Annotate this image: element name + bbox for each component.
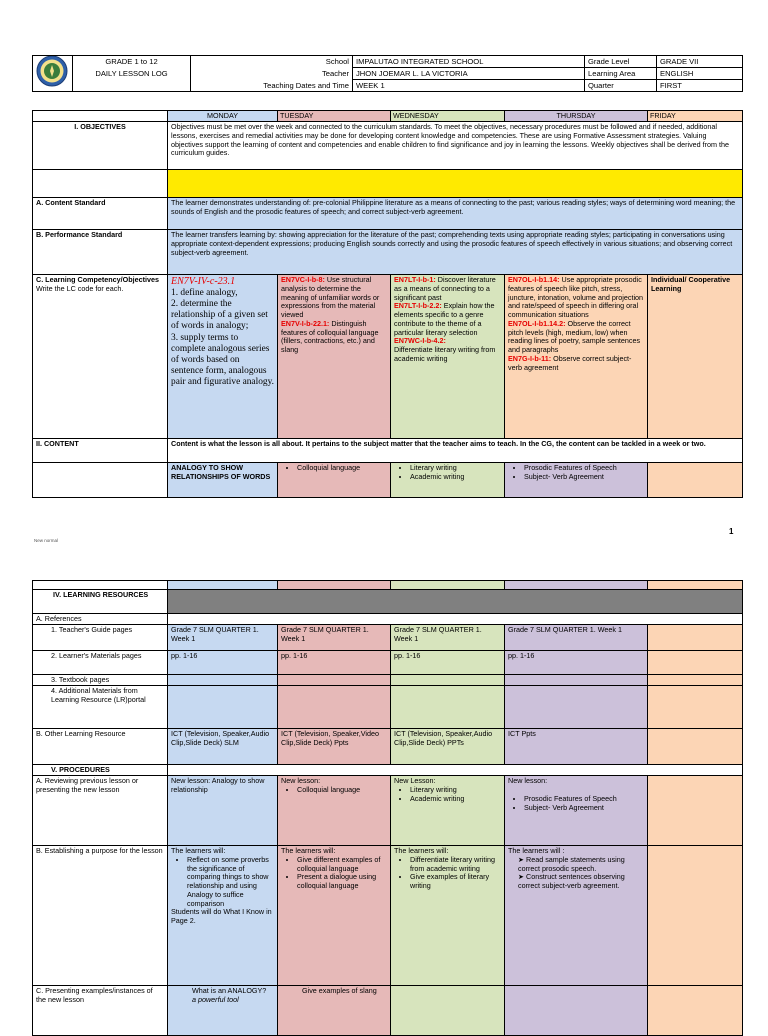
teacher-value: JHON JOEMAR L. LA VICTORIA (353, 68, 585, 80)
learners-materials-tuesday: pp. 1-16 (278, 651, 391, 675)
competency-wednesday (391, 275, 505, 439)
purpose-item: ➤ Construct sentences observing correct subject-verb agreement. (518, 873, 644, 891)
teachers-guide-monday: Grade 7 SLM QUARTER 1. Week 1 (168, 625, 278, 651)
lesson-log-title (73, 56, 191, 92)
competency-code: EN7LT-I-b-1: (394, 275, 436, 284)
learners-materials-thursday: pp. 1-16 (505, 651, 648, 675)
objectives-label-blank (33, 170, 168, 198)
quarter-label: Quarter (585, 80, 657, 92)
competency-code: EN7OL-I-b1.14: (508, 275, 560, 284)
competency-text: Use appropriate prosodic features of speech like pitch, stress, juncture, intonation, volume and projection and rate/speed of speech in differing oral communication situations (508, 275, 644, 320)
objectives-table (32, 110, 743, 498)
footer-note: New normal (34, 538, 59, 543)
day-header-wednesday: WEDNESDAY (391, 111, 505, 122)
presenting-label: C. Presenting examples/instances of the new lesson (33, 986, 168, 1036)
purpose-item: • Reflect on some proverbs the significance of comparing things to show relationship and using Analogy to suffice comparison (187, 856, 274, 909)
resources-header-bar (168, 590, 743, 614)
additional-wednesday (391, 686, 505, 729)
presenting-monday (168, 986, 278, 1036)
presenting-friday (648, 986, 743, 1036)
other-resource-label: B. Other Learning Resource (33, 729, 168, 765)
presenting-thursday (505, 986, 648, 1036)
competency-label-cell (33, 275, 168, 439)
day-header-tuesday: TUESDAY (278, 111, 391, 122)
school-value: IMPALUTAO INTEGRATED SCHOOL (353, 56, 585, 68)
grade-level-value: GRADE VII (657, 56, 743, 68)
additional-friday (648, 686, 743, 729)
competency-monday (168, 275, 278, 439)
resources-label: IV. LEARNING RESOURCES (33, 590, 168, 614)
presenting-wednesday (391, 986, 505, 1036)
color-row-tuesday (278, 581, 391, 590)
learners-materials-monday: pp. 1-16 (168, 651, 278, 675)
competency-text: Observe the correct pitch levels (high, medium, low) when reading lines of poetry, sample sentences and paragraphs (508, 318, 641, 355)
content-label: II. CONTENT (33, 439, 168, 463)
competency-text: Observe correct subject-verb agreement (508, 354, 632, 372)
dates-value: WEEK 1 (353, 80, 585, 92)
purpose-item: • Give different examples of colloquial language (297, 856, 387, 874)
textbook-pages-label: 3. Textbook pages (33, 675, 168, 686)
references-label: A. References (33, 614, 168, 625)
content-label-blank (33, 463, 168, 498)
day-header-friday: FRIDAY (648, 111, 743, 122)
purpose-item: • Give examples of literary writing (410, 873, 501, 891)
purpose-friday (648, 846, 743, 986)
competency-code: EN7LT-I-b-2.2: (394, 301, 442, 311)
competency-monday-code: EN7V-IV-c-23.1 (171, 276, 236, 287)
competency-text: Differentiate literary writing from academic writing (394, 345, 496, 364)
review-tuesday-head: New lesson: (281, 776, 321, 785)
quarter-value: FIRST (657, 80, 743, 92)
learners-materials-wednesday: pp. 1-16 (391, 651, 505, 675)
review-item: • Literary writing (410, 786, 501, 795)
competency-monday-item: sentence form, analogous pair and figurative analogy. (171, 365, 274, 387)
competency-code: EN7OL-I-b1.14.2: (508, 318, 566, 328)
school-label: School (191, 56, 353, 68)
purpose-item: ➤ Read sample statements using correct prosodic speech. (518, 856, 644, 874)
competency-code: EN7WC-I-b-4.2: (394, 336, 446, 346)
additional-tuesday (278, 686, 391, 729)
purpose-monday-head: The learners will: (171, 846, 226, 855)
other-resource-tuesday: ICT (Television, Speaker,Video Clip,Slide Deck) Ppts (278, 729, 391, 765)
competency-monday-item: 2. determine the relationship of a given set of words in analogy; (171, 299, 268, 332)
purpose-monday-tail: Students will do What I Know in Page 2. (171, 907, 272, 926)
title-line-2: DAILY LESSON LOG (95, 69, 168, 78)
learners-materials-label: 2. Learner's Materials pages (33, 651, 168, 675)
review-item: • Colloquial language (297, 786, 387, 795)
other-resource-friday (648, 729, 743, 765)
competency-thursday (505, 275, 648, 439)
competency-monday-item: 1. define analogy, (171, 288, 238, 299)
review-wednesday (391, 776, 505, 846)
competency-code: EN7VC-I-b-8: (281, 275, 325, 284)
content-text: Content is what the lesson is all about. It pertains to the subject matter that the teacher aims to teach. In the CG, the content can be tackled in a week or two. (168, 439, 743, 463)
purpose-tuesday-head: The learners will: (281, 846, 336, 855)
performance-standard-text: The learner transfers learning by: showing appreciation for the literature of the past; comprehending texts using appropriate reading styles; participating in conversations using appropriate context-dependent expressions; producing English sounds correctly and using the prosodic features of speech effectively in various situations; and observing correct subject-verb agreement. (168, 230, 743, 275)
presenting-tuesday: Give examples of slang (278, 986, 391, 1036)
content-tuesday (278, 463, 391, 498)
other-resource-thursday: ICT Ppts (505, 729, 648, 765)
performance-standard-label: B. Performance Standard (33, 230, 168, 275)
color-row-thursday (505, 581, 648, 590)
other-resource-wednesday: ICT (Television, Speaker,Audio Clip,Slide Deck) PPTs (391, 729, 505, 765)
day-header-monday: MONDAY (168, 111, 278, 122)
content-standard-text: The learner demonstrates understanding of: pre-colonial Philippine literature as a means of connecting to the past; various reading styles; ways of determining word meaning; the sounds of English and the prosodic features of speech; and correct subject-verb agreement. (168, 198, 743, 230)
learning-area-label: Learning Area (585, 68, 657, 80)
procedures-blank (168, 765, 743, 776)
purpose-tuesday (278, 846, 391, 986)
content-item: • Prosodic Features of Speech (524, 464, 644, 473)
competency-code: EN7G-I-b-11: (508, 354, 552, 364)
objectives-label: I. OBJECTIVES (33, 122, 168, 170)
content-item: • Colloquial language (297, 464, 387, 473)
learning-area-value: ENGLISH (657, 68, 743, 80)
day-header-thursday: THURSDAY (505, 111, 648, 122)
competency-text: Discover literature as a means of connecting to a significant past (394, 275, 496, 302)
purpose-monday (168, 846, 278, 986)
review-monday: New lesson: Analogy to show relationship (168, 776, 278, 846)
procedures-label: V. PROCEDURES (33, 765, 168, 776)
review-wednesday-head: New Lesson: (394, 776, 436, 785)
teachers-guide-wednesday: Grade 7 SLM QUARTER 1. Week 1 (391, 625, 505, 651)
review-friday (648, 776, 743, 846)
color-row-friday (648, 581, 743, 590)
competency-text: Explain how the elements specific to a genre contribute to the theme of a particular literary selection (394, 301, 495, 337)
textbook-monday (168, 675, 278, 686)
purpose-wednesday (391, 846, 505, 986)
learners-materials-friday (648, 651, 743, 675)
purpose-label: B. Establishing a purpose for the lesson (33, 846, 168, 986)
purpose-thursday-head: The learners will : (508, 846, 565, 855)
review-label: A. Reviewing previous lesson or presenting the new lesson (33, 776, 168, 846)
header-table (32, 55, 743, 92)
purpose-wednesday-head: The learners will: (394, 846, 449, 855)
resources-procedures-table (32, 580, 743, 1036)
competency-code: EN7V-I-b-22.1: (281, 318, 330, 328)
purpose-item: • Differentiate literary writing from academic writing (410, 856, 501, 874)
color-row-monday (168, 581, 278, 590)
additional-thursday (505, 686, 648, 729)
dates-label: Teaching Dates and Time (191, 80, 353, 92)
color-row-wednesday (391, 581, 505, 590)
content-standard-label: A. Content Standard (33, 198, 168, 230)
day-header-blank (33, 111, 168, 122)
review-item: • Academic writing (410, 795, 501, 804)
review-item: • Subject- Verb Agreement (524, 804, 644, 813)
additional-materials-label: 4. Additional Materials from Learning Resource (LR)portal (33, 686, 168, 729)
review-thursday-head: New lesson: (508, 776, 548, 785)
teachers-guide-thursday: Grade 7 SLM QUARTER 1. Week 1 (505, 625, 648, 651)
competency-text: Distinguish features of colloquial language (fillers, contractions, etc.) and slang (281, 318, 379, 355)
teachers-guide-label: 1. Teacher's Guide pages (33, 625, 168, 651)
additional-monday (168, 686, 278, 729)
other-resource-monday: ICT (Television, Speaker,Audio Clip,Slide Deck) SLM (168, 729, 278, 765)
textbook-tuesday (278, 675, 391, 686)
presenting-monday-line2: a powerful tool (192, 994, 239, 1004)
competency-sublabel: Write the LC code for each. (36, 283, 124, 293)
objectives-text: Objectives must be met over the week and connected to the curriculum standards. To meet the objectives, necessary procedures must be followed and if needed, additional lessons, exercises and remedial activities may be done for developing content knowledge and competencies. These are using Formative Assessment strategies. Valuing objectives support the learning of content and competencies and enable children to find significance and joy in learning the lessons. Weekly objectives shall be derived from the curriculum guides. (168, 122, 743, 170)
textbook-friday (648, 675, 743, 686)
textbook-thursday (505, 675, 648, 686)
content-monday: ANALOGY TO SHOW RELATIONSHIPS OF WORDS (168, 463, 278, 498)
content-item: • Literary writing (410, 464, 501, 473)
teachers-guide-friday (648, 625, 743, 651)
content-friday (648, 463, 743, 498)
competency-monday-item: 3. supply terms to complete analogous series of words based on (171, 332, 270, 365)
color-row-blank (33, 581, 168, 590)
logo-cell (33, 56, 73, 92)
review-tuesday (278, 776, 391, 846)
content-item: • Subject- Verb Agreement (524, 473, 644, 482)
review-item: • Prosodic Features of Speech (524, 795, 644, 804)
content-wednesday (391, 463, 505, 498)
page-number: 1 (729, 527, 734, 536)
purpose-thursday (505, 846, 648, 986)
competency-label: C. Learning Competency/Objectives (36, 275, 160, 284)
objectives-highlight-row (168, 170, 743, 198)
competency-friday: Individual/ Cooperative Learning (648, 275, 743, 439)
presenting-monday-line1: What is an ANALOGY? (192, 986, 267, 995)
content-item: • Academic writing (410, 473, 501, 482)
teachers-guide-tuesday: Grade 7 SLM QUARTER 1. Week 1 (278, 625, 391, 651)
references-blank (168, 614, 743, 625)
purpose-item: • Present a dialogue using colloquial language (297, 873, 387, 891)
grade-level-label: Grade Level (585, 56, 657, 68)
teacher-label: Teacher (191, 68, 353, 80)
textbook-wednesday (391, 675, 505, 686)
content-thursday (505, 463, 648, 498)
title-line-1: GRADE 1 to 12 (105, 57, 158, 66)
competency-tuesday (278, 275, 391, 439)
review-thursday (505, 776, 648, 846)
competency-text: Use structural analysis to determine the meaning of unfamiliar words or expressions from the material viewed (281, 275, 380, 320)
